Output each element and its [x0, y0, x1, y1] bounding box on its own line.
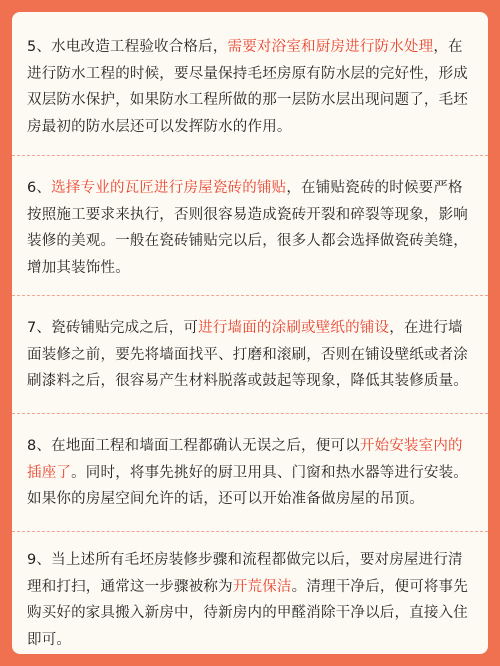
- step-6-highlight: 选择专业的瓦匠进行房屋瓷砖的铺贴: [51, 180, 287, 196]
- step-8-paragraph: [27, 433, 477, 513]
- step-8-text-rest: 。同时，将事先挑好的厨卫用具、门窗和热水器等进行安装。如果你的房屋空间允许的话，还可以开始准备做房屋的吊顶。: [27, 464, 469, 507]
- divider: [12, 295, 488, 296]
- divider: [12, 155, 488, 156]
- step-5-text: 5、水电改造工程验收合格后，: [27, 39, 228, 55]
- step-6-paragraph: [27, 175, 477, 281]
- step-7-text: 7、瓷砖铺贴完成之后，可: [27, 320, 199, 336]
- step-7-highlight: 进行墙面的涂刷或壁纸的铺设: [198, 320, 390, 336]
- step-9-paragraph: [27, 547, 477, 653]
- step-9-highlight: 开荒保洁: [232, 578, 292, 595]
- step-8-text: 8、在地面工程和墙面工程都确认无误之后，便可以: [27, 438, 360, 454]
- step-5-text-rest: ，在进行防水工程的时候，要尽量保持毛坯房原有防水层的完好性，形成双层防水保护，如果防水工程所做的那一层防水层出现问题了，毛坯房最初的防水层还可以发挥防水的作用。: [27, 39, 468, 135]
- step-8-highlight: 开始安装室内的插座了: [27, 438, 463, 481]
- step-9-text-rest: 。清理干净后，便可将事先购买好的家具搬入新房中，待新房内的甲醛消除干净以后，直接入住即可。: [27, 578, 469, 648]
- article-card: [12, 12, 488, 654]
- step-7-text-rest: ，在进行墙面装修之前，要先将墙面找平、打磨和滚刷，否则在铺设壁纸或者涂刷漆料之后，很容易产生材料脱落或鼓起等现象，降低其装修质量。: [27, 320, 468, 389]
- divider: [12, 413, 488, 414]
- step-7-paragraph: [27, 315, 477, 395]
- step-5-highlight: 需要对浴室和厨房进行防水处理: [227, 39, 434, 55]
- step-9-text: 9、当上述所有毛坯房装修步骤和流程都做完以后，要对房屋进行清理和打扫，通常这一步骤被称为: [27, 552, 463, 595]
- step-6-text-rest: ，在铺贴瓷砖的时候要严格按照施工要求来执行，否则很容易造成瓷砖开裂和碎裂等现象，影响装修的美观。一般在瓷砖铺贴完以后，很多人都会选择做瓷砖美缝，增加其装饰性。: [27, 180, 468, 276]
- step-6-text: 6、: [27, 180, 52, 196]
- divider: [12, 531, 488, 532]
- step-5-paragraph: [27, 34, 477, 140]
